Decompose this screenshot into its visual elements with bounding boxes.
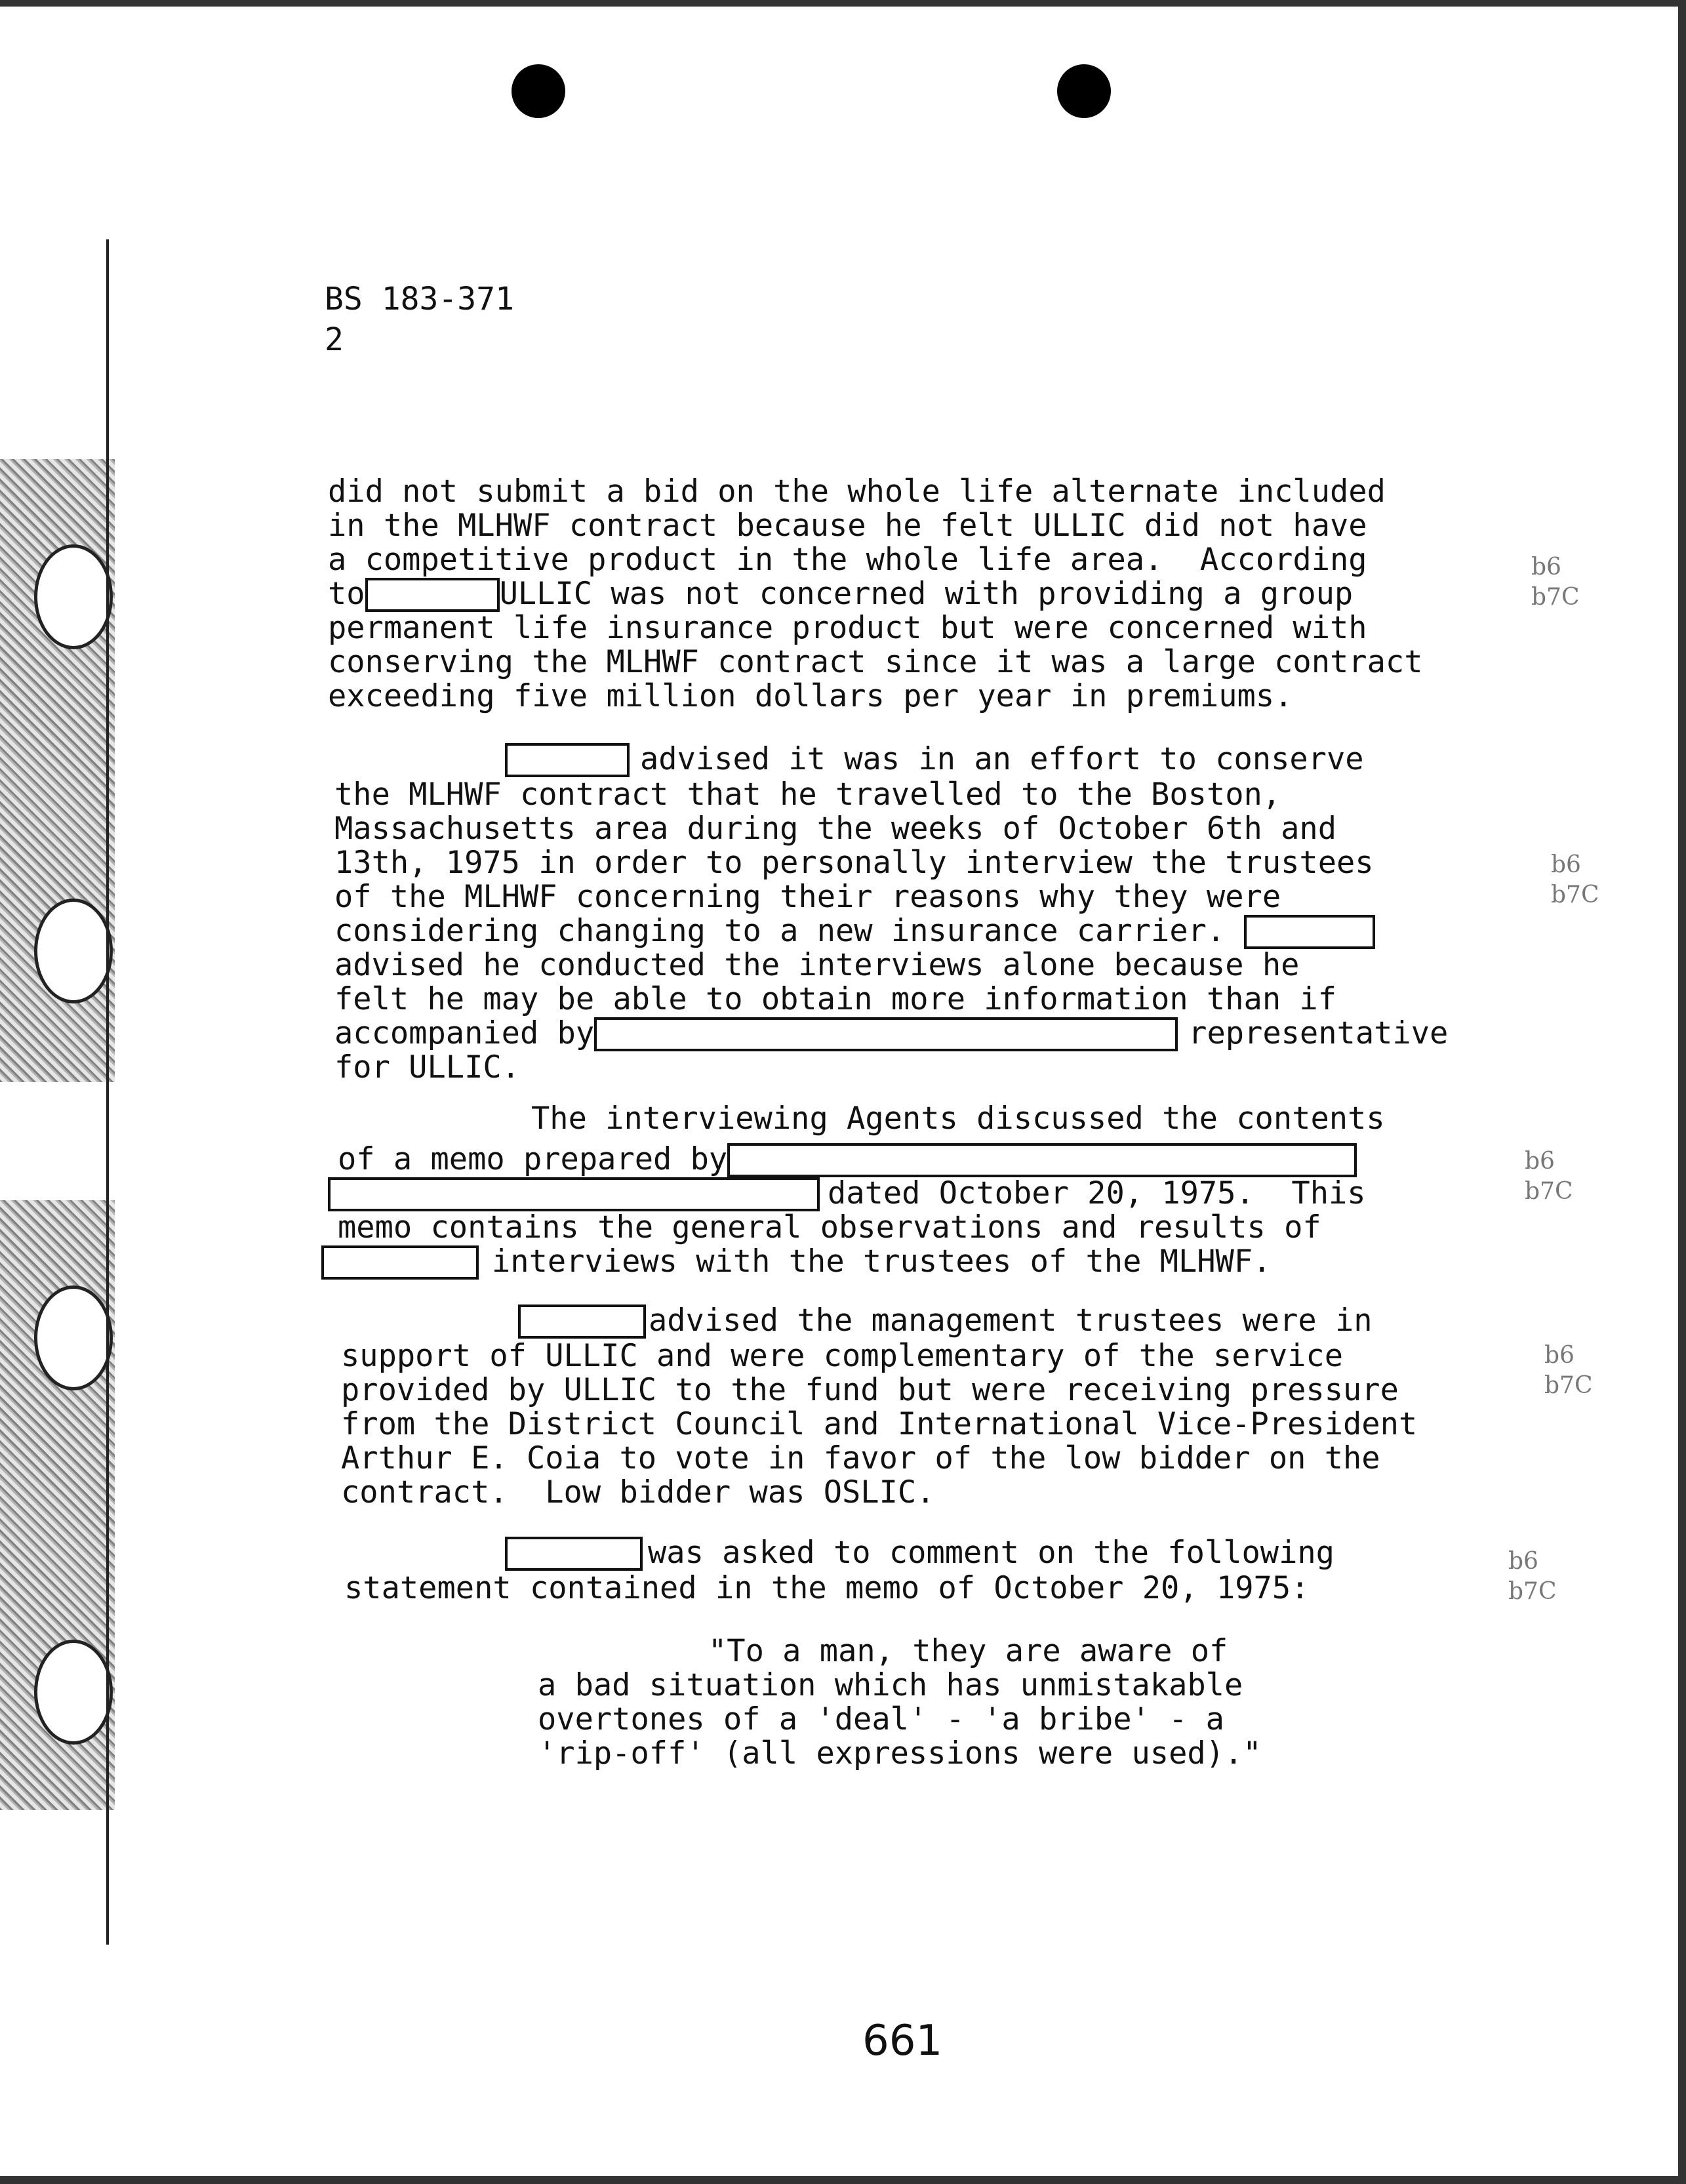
redaction-box (505, 743, 630, 777)
binder-ring-1 (34, 544, 113, 649)
exemption-b6: b6 (1508, 1548, 1538, 1575)
p4-line-3: provided by ULLIC to the fund but were receiving pressure (341, 1372, 1399, 1408)
exemption-b7c: b7C (1508, 1578, 1557, 1605)
p2-line-10: for ULLIC. (334, 1049, 520, 1085)
scan-edge-top (0, 0, 1686, 7)
quote-line-2: a bad situation which has unmistakable (538, 1667, 1243, 1703)
p2-line-2: the MLHWF contract that he travelled to the Boston, (334, 777, 1281, 813)
redaction-box (594, 1017, 1178, 1051)
p2-line-8: felt he may be able to obtain more information than if (334, 981, 1337, 1017)
redaction-box (321, 1245, 479, 1280)
p5-line-2: statement contained in the memo of October 20, 1975: (344, 1570, 1310, 1606)
exemption-b6: b6 (1544, 1342, 1575, 1369)
exemption-mark (1508, 1547, 1557, 1607)
redaction-box (1244, 915, 1375, 949)
p5-line-1-text: was asked to comment on the following (648, 1535, 1335, 1571)
p2-line-1 (505, 741, 1364, 778)
punch-hole-right (1057, 64, 1111, 118)
p2-line-7: advised he conducted the interviews alone because he (334, 947, 1300, 983)
redaction-box (328, 1177, 820, 1211)
margin-line (106, 239, 109, 1945)
p1-line-7: exceeding five million dollars per year in premiums. (328, 678, 1293, 714)
exemption-b6: b6 (1525, 1148, 1555, 1175)
p2-line-5: of the MLHWF concerning their reasons why they were (334, 879, 1281, 915)
p1-line-3: a competitive product in the whole life area. According (328, 542, 1367, 578)
p2-line-3: Massachusetts area during the weeks of October 6th and (334, 811, 1337, 847)
file-header (325, 279, 514, 360)
p4-line-6: contract. Low bidder was OSLIC. (341, 1474, 935, 1510)
file-number: BS 183-371 (325, 281, 514, 317)
p1-line-1: did not submit a bid on the whole life alternate included (328, 474, 1386, 510)
p1-line-2: in the MLHWF contract because he felt ULLIC did not have (328, 508, 1367, 544)
p1-line-6: conserving the MLHWF contract since it was a large contract (328, 644, 1423, 680)
exemption-b7c: b7C (1531, 584, 1580, 611)
p4-line-1 (518, 1303, 1373, 1339)
p4-line-4: from the District Council and International Vice-President (341, 1406, 1418, 1442)
p5-line-1 (505, 1535, 1335, 1571)
p3-line-4: memo contains the general observations and results of (338, 1209, 1321, 1245)
binder-ring-2 (34, 899, 113, 1003)
quote-line-3: overtones of a 'deal' - 'a bribe' - a (538, 1701, 1224, 1737)
p3-line-3-text: dated October 20, 1975. This (828, 1175, 1366, 1211)
redaction-box (365, 578, 500, 612)
quote-line-4: 'rip-off' (all expressions were used)." (538, 1735, 1262, 1771)
binder-ring-4 (34, 1640, 113, 1745)
exemption-mark (1544, 1341, 1593, 1401)
p2-line-9 (334, 1015, 1448, 1052)
header-page-number: 2 (325, 321, 344, 358)
redaction-box (518, 1304, 646, 1339)
p3-line-2 (338, 1141, 1357, 1178)
p1-line-4 (328, 576, 1353, 613)
p2-line-6 (334, 913, 1375, 950)
quote-line-1: "To a man, they are aware of (708, 1633, 1228, 1669)
exemption-mark (1525, 1146, 1573, 1207)
exemption-b7c: b7C (1525, 1178, 1573, 1205)
p3-line-3 (328, 1175, 1366, 1212)
p2-line-9-end: representative (1188, 1015, 1449, 1051)
p2-line-6-text: considering changing to a new insurance carrier. (334, 913, 1226, 949)
p2-line-1-text: advised it was in an effort to conserve (640, 741, 1364, 777)
exemption-mark (1551, 850, 1599, 910)
scan-edge-bottom (0, 2176, 1686, 2184)
exemption-mark (1531, 552, 1580, 613)
p1-line-4-end: ULLIC was not concerned with providing a group (499, 576, 1354, 612)
p3-line-5 (321, 1244, 1271, 1280)
p4-line-2: support of ULLIC and were complementary of the service (341, 1338, 1344, 1374)
p4-line-5: Arthur E. Coia to vote in favor of the low bidder on the (341, 1440, 1380, 1476)
redaction-box (505, 1537, 643, 1571)
scan-edge-right (1678, 0, 1686, 2184)
page-number: 661 (862, 2017, 943, 2065)
p4-line-1-text: advised the management trustees were in (649, 1303, 1373, 1339)
p3-line-5-text: interviews with the trustees of the MLHWF. (492, 1244, 1272, 1280)
exemption-b6: b6 (1531, 554, 1561, 580)
p3-line-2-text: of a memo prepared by (338, 1141, 728, 1177)
p2-line-9-start: accompanied by (334, 1015, 595, 1051)
exemption-b7c: b7C (1544, 1372, 1593, 1399)
exemption-b6: b6 (1551, 851, 1581, 878)
p1-line-4-start: to (328, 576, 365, 612)
p1-line-5: permanent life insurance product but were concerned with (328, 610, 1367, 646)
punch-hole-left (512, 64, 565, 118)
exemption-b7c: b7C (1551, 881, 1599, 908)
p3-line-1: The interviewing Agents discussed the contents (531, 1101, 1385, 1137)
p2-line-4: 13th, 1975 in order to personally interview the trustees (334, 845, 1374, 881)
redaction-box (727, 1143, 1357, 1177)
binder-ring-3 (34, 1285, 113, 1390)
